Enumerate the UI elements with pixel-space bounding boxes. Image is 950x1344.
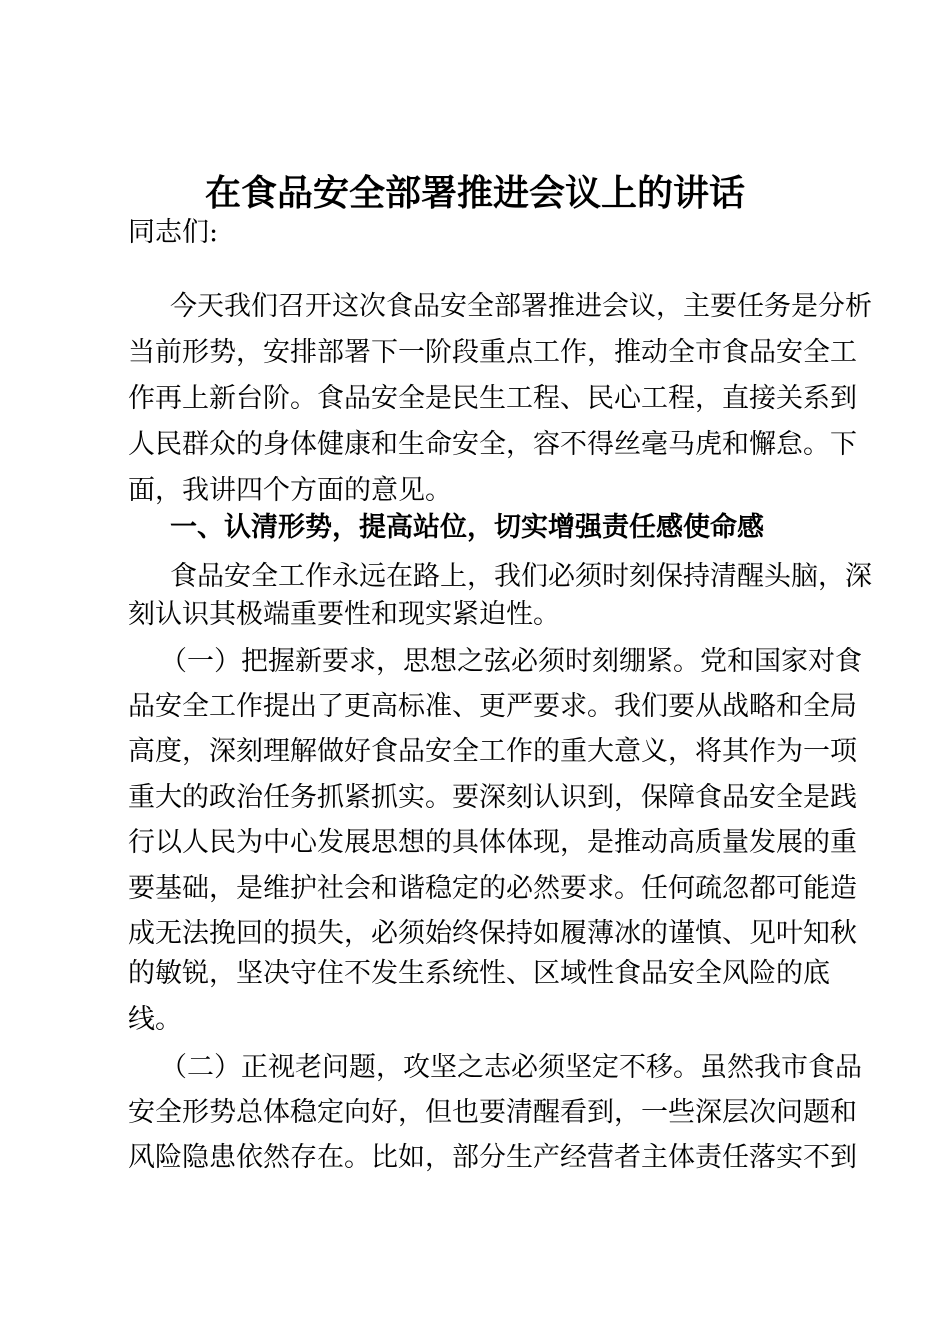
text-line: 作再上新台阶。食品安全是民生工程、民心工程，直接关系到	[128, 383, 857, 414]
text-line: 食品安全工作永远在路上，我们必须时刻保持清醒头脑，深	[170, 561, 872, 592]
text-line: （一）把握新要求，思想之弦必须时刻绷紧。党和国家对食	[160, 646, 862, 677]
section-heading: 一、认清形势，提高站位，切实增强责任感使命感	[170, 512, 764, 543]
text-line: 品安全工作提出了更高标准、更严要求。我们要从战略和全局	[128, 691, 857, 722]
text-line: 的敏锐，坚决守住不发生系统性、区域性食品安全风险的底	[128, 958, 830, 989]
text-line: 刻认识其极端重要性和现实紧迫性。	[128, 599, 560, 630]
text-line: 线。	[128, 1004, 182, 1035]
text-line: 成无法挽回的损失，必须始终保持如履薄冰的谨慎、见叶知秋	[128, 918, 857, 949]
text-line: 重大的政治任务抓紧抓实。要深刻认识到，保障食品安全是践	[128, 782, 857, 813]
text-line: 当前形势，安排部署下一阶段重点工作，推动全市食品安全工	[128, 337, 857, 368]
text-line: （二）正视老问题，攻坚之志必须坚定不移。虽然我市食品	[160, 1052, 862, 1083]
text-line: 人民群众的身体健康和生命安全，容不得丝毫马虎和懈怠。下	[128, 429, 857, 460]
text-line: 要基础，是维护社会和谐稳定的必然要求。任何疏忽都可能造	[128, 873, 857, 904]
text-line: 面，我讲四个方面的意见。	[128, 475, 452, 506]
document-title: 在食品安全部署推进会议上的讲话	[204, 172, 745, 214]
text-line: 高度，深刻理解做好食品安全工作的重大意义，将其作为一项	[128, 736, 857, 767]
text-line: 安全形势总体稳定向好，但也要清醒看到，一些深层次问题和	[128, 1097, 857, 1128]
text-line: 风险隐患依然存在。比如，部分生产经营者主体责任落实不到	[128, 1142, 857, 1173]
text-line: 行以人民为中心发展思想的具体体现，是推动高质量发展的重	[128, 827, 857, 858]
salutation: 同志们:	[128, 217, 219, 248]
text-line: 今天我们召开这次食品安全部署推进会议，主要任务是分析	[170, 291, 872, 322]
